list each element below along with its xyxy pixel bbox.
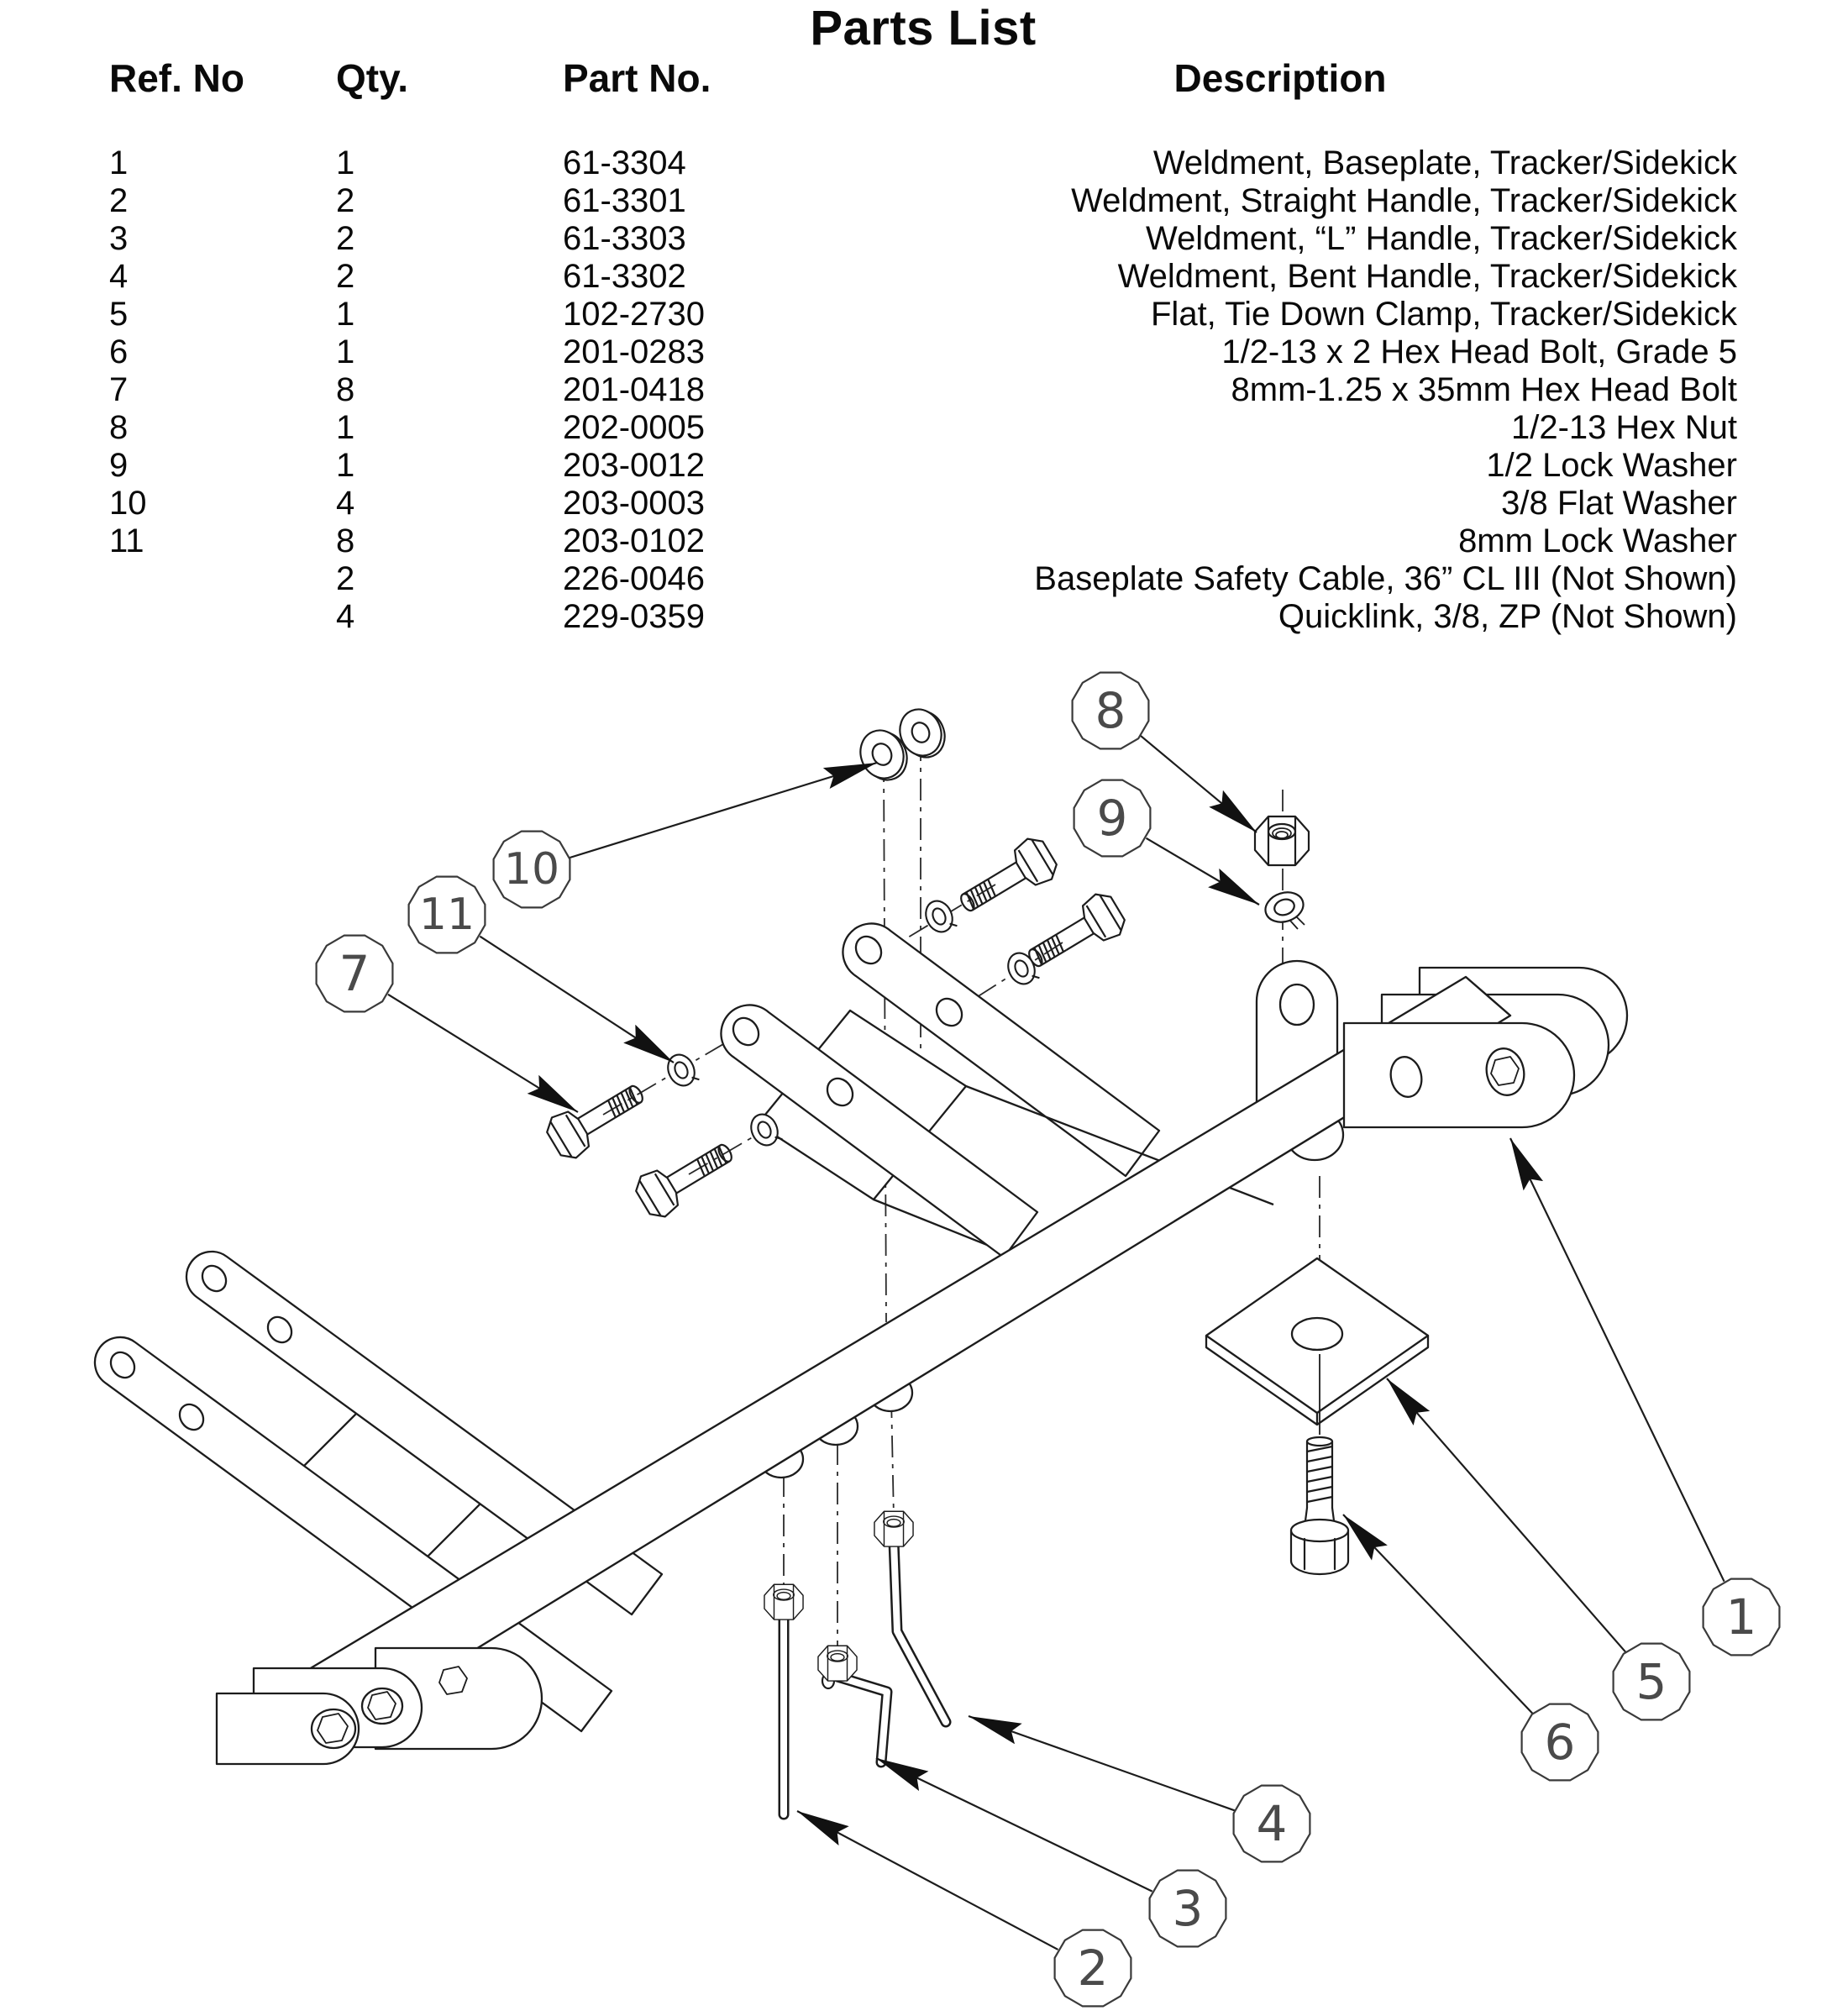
col-header-desc: Description: [1173, 56, 1387, 100]
qty-cell: 8: [336, 522, 355, 559]
part-no-cell: 61-3301: [563, 182, 686, 219]
part-no-cell: 202-0005: [563, 409, 706, 446]
callout-number: 5: [1635, 1653, 1667, 1710]
handles: [764, 1511, 946, 1814]
parts-table-row: [109, 296, 1737, 333]
qty-cell: 1: [336, 144, 355, 181]
callout-leader: [969, 1716, 1235, 1810]
description-cell: 3/8 Flat Washer: [1501, 485, 1737, 522]
flat-washers-10: [853, 703, 952, 786]
ref-no-cell: 3: [109, 220, 129, 257]
callout-leader: [1343, 1515, 1533, 1714]
ref-no-cell: 2: [109, 182, 129, 219]
callout-leader: [1510, 1138, 1725, 1582]
col-header-ref: Ref. No: [109, 56, 244, 100]
ref-no-cell: 4: [109, 258, 129, 295]
left-clevis-stack: [217, 1648, 542, 1764]
part-no-cell: 226-0046: [563, 560, 706, 597]
qty-cell: 4: [336, 598, 355, 635]
parts-table-row: [109, 220, 1737, 258]
description-cell: 8mm-1.25 x 35mm Hex Head Bolt: [1231, 371, 1737, 408]
qty-cell: 4: [336, 485, 355, 522]
ref-no-cell: 8: [109, 409, 129, 446]
part-no-cell: 229-0359: [563, 598, 706, 635]
parts-table-row: [109, 598, 1737, 636]
callout-number: 2: [1077, 1940, 1109, 1997]
callout-number: 1: [1725, 1588, 1757, 1646]
qty-cell: 2: [336, 560, 355, 597]
parts-table-header: [109, 55, 1737, 101]
part-no-cell: 61-3304: [563, 144, 686, 181]
hex-nut-8: [1255, 816, 1309, 865]
qty-cell: 1: [336, 409, 355, 446]
page-title: Parts List: [810, 1, 1037, 55]
description-cell: Weldment, “L” Handle, Tracker/Sidekick: [1146, 220, 1737, 257]
part-no-cell: 61-3303: [563, 220, 686, 257]
l-handle-rod: [822, 1673, 887, 1762]
tie-down-clamp-plate: [1206, 1258, 1428, 1425]
callout-leader: [876, 1758, 1152, 1892]
part-no-cell: 102-2730: [563, 296, 706, 333]
description-cell: Baseplate Safety Cable, 36” CL III (Not Shown): [1034, 560, 1737, 597]
parts-table-row: [109, 258, 1737, 296]
parts-table-row: [109, 409, 1737, 447]
parts-table-row: [109, 560, 1737, 598]
callout-number: 4: [1256, 1795, 1288, 1852]
part-no-cell: 203-0003: [563, 485, 706, 522]
parts-table-row: [109, 447, 1737, 485]
parts-table-row: [109, 522, 1737, 560]
qty-cell: 8: [336, 371, 355, 408]
part-no-cell: 201-0283: [563, 333, 706, 370]
part-no-cell: 201-0418: [563, 371, 706, 408]
part-no-cell: 203-0102: [563, 522, 706, 559]
callout-number: 9: [1096, 790, 1128, 847]
qty-cell: 2: [336, 220, 355, 257]
qty-cell: 2: [336, 258, 355, 295]
callout-leader: [570, 763, 877, 858]
callout-leader: [480, 937, 674, 1063]
part-no-cell: 203-0012: [563, 447, 706, 484]
description-cell: Weldment, Baseplate, Tracker/Sidekick: [1152, 144, 1737, 181]
ref-no-cell: 1: [109, 144, 129, 181]
qty-cell: 1: [336, 333, 355, 370]
description-cell: Quicklink, 3/8, ZP (Not Shown): [1278, 598, 1737, 635]
ref-no-cell: 10: [109, 485, 147, 522]
hex-bolt-6: [1291, 1437, 1348, 1574]
callout-number: 11: [418, 890, 475, 940]
description-cell: 1/2-13 x 2 Hex Head Bolt, Grade 5: [1221, 333, 1737, 370]
parts-table-row: [109, 182, 1737, 220]
parts-table-row: [109, 485, 1737, 522]
parts-table-row: [109, 144, 1737, 182]
callout-number: 10: [503, 844, 560, 895]
handle-nut: [874, 1511, 913, 1546]
description-cell: Weldment, Straight Handle, Tracker/Sidekick: [1071, 182, 1737, 219]
description-cell: 8mm Lock Washer: [1458, 522, 1737, 559]
ref-no-cell: 11: [109, 522, 144, 559]
part-no-cell: 61-3302: [563, 258, 686, 295]
right-clevis-front-plate: [1344, 1023, 1574, 1127]
callout-leader: [1147, 838, 1259, 905]
callout-leader: [388, 995, 578, 1112]
callout-leader: [797, 1811, 1058, 1950]
qty-cell: 1: [336, 296, 355, 333]
handle-nut: [764, 1584, 803, 1620]
callout-number: 6: [1544, 1714, 1576, 1771]
ref-no-cell: 7: [109, 371, 129, 408]
parts-table-row: [109, 371, 1737, 409]
callout-leader: [1141, 736, 1257, 832]
ref-no-cell: 5: [109, 296, 129, 333]
lock-washer-9: [1262, 888, 1307, 929]
callout-number: 8: [1095, 682, 1126, 739]
parts-table-row: [109, 333, 1737, 371]
description-cell: Weldment, Bent Handle, Tracker/Sidekick: [1117, 258, 1737, 295]
col-header-part: Part No.: [563, 56, 711, 100]
exploded-assembly-diagram: [0, 655, 1848, 2016]
ref-no-cell: 9: [109, 447, 129, 484]
handle-nut: [818, 1646, 857, 1681]
callout-number: 3: [1172, 1880, 1204, 1937]
parts-table-rows: [109, 144, 1737, 636]
description-cell: 1/2-13 Hex Nut: [1510, 409, 1737, 446]
callout-leader: [1387, 1378, 1625, 1652]
col-header-qty: Qty.: [336, 56, 409, 100]
qty-cell: 1: [336, 447, 355, 484]
description-cell: Flat, Tie Down Clamp, Tracker/Sidekick: [1151, 296, 1737, 333]
bent-handle-rod: [894, 1541, 946, 1722]
qty-cell: 2: [336, 182, 355, 219]
description-cell: 1/2 Lock Washer: [1486, 447, 1737, 484]
callout-number: 7: [339, 945, 370, 1002]
ref-no-cell: 6: [109, 333, 129, 370]
